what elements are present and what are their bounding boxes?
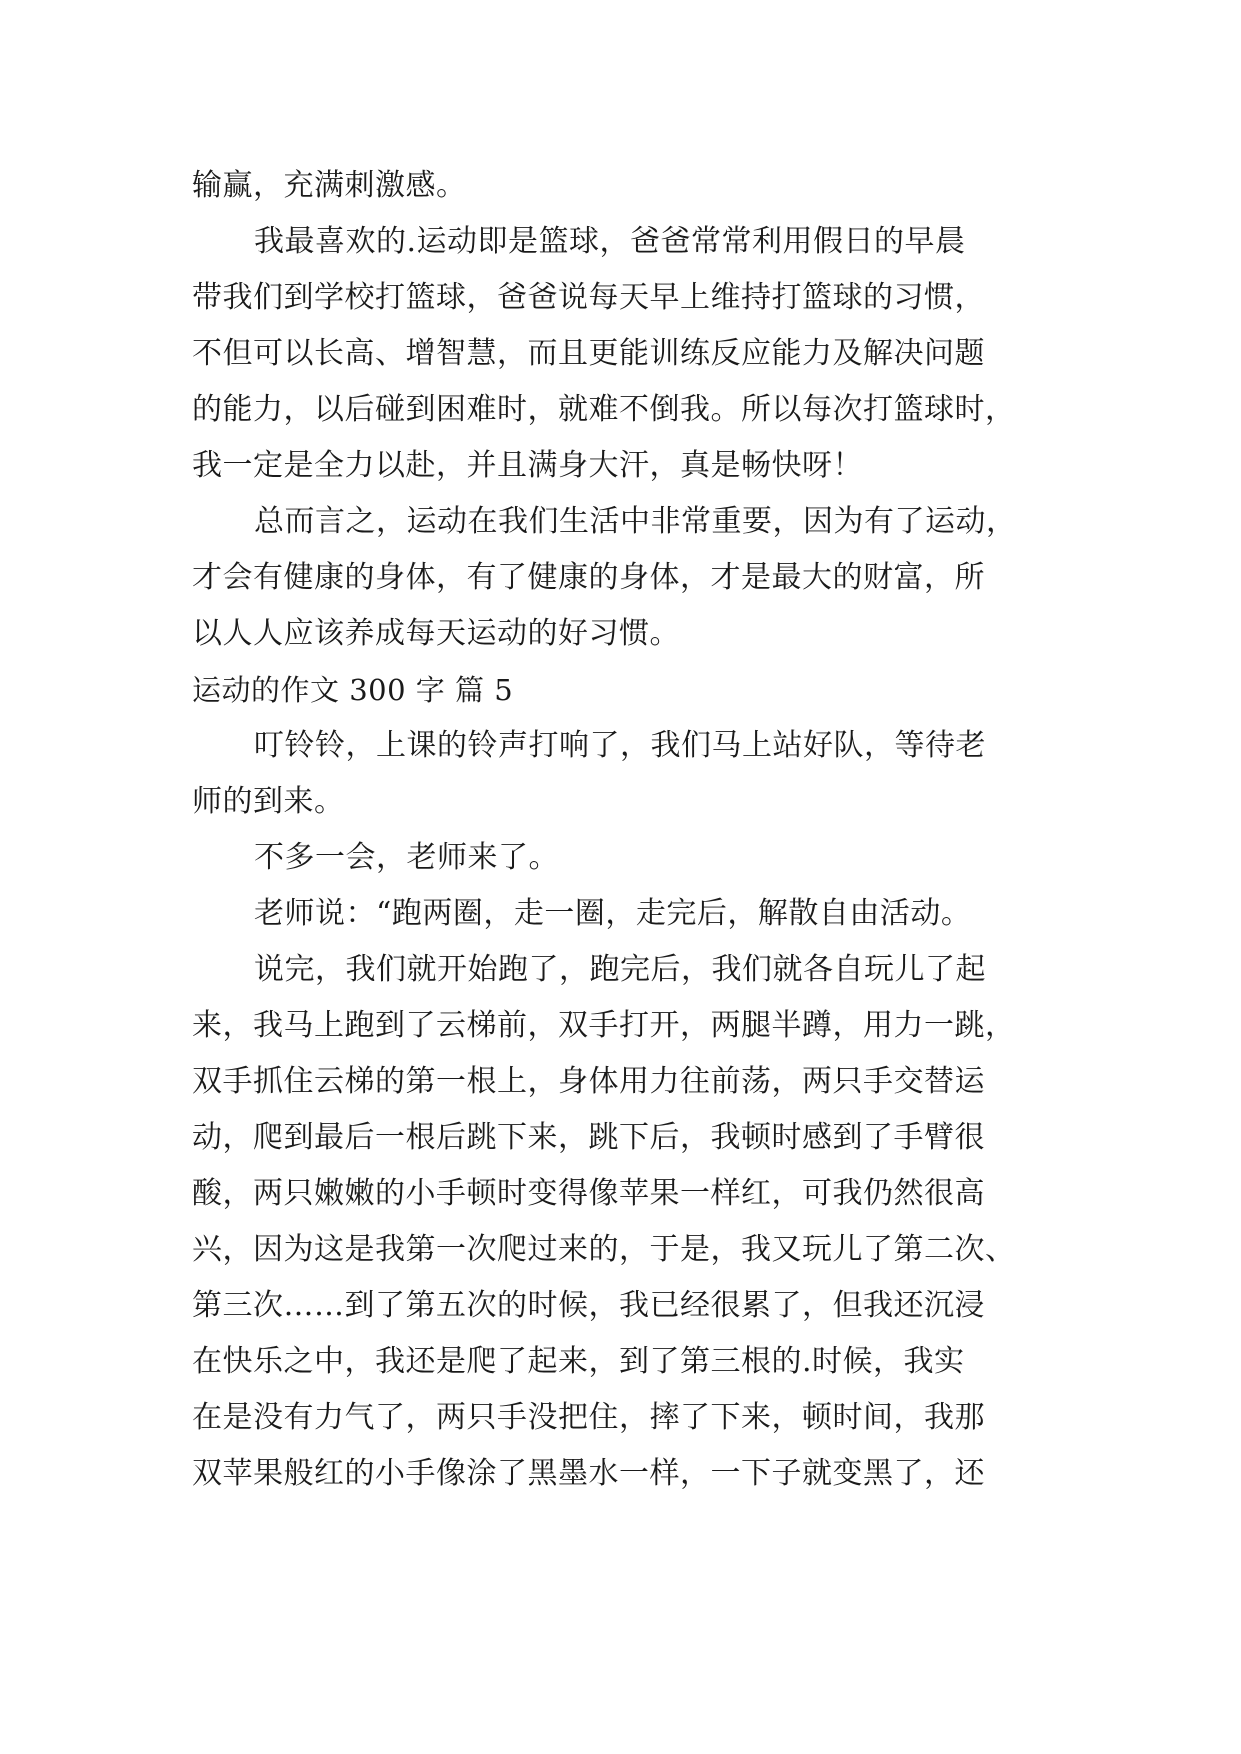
text-line: 在快乐之中，我还是爬了起来，到了第三根的.时候，我实 — [192, 1344, 965, 1379]
text-line: 双手抓住云梯的第一根上，身体用力往前荡，两只手交替运 — [192, 1064, 985, 1099]
paragraph-start-line: 总而言之，运动在我们生活中非常重要，因为有了运动， — [254, 504, 1017, 539]
text-line: 的能力，以后碰到困难时，就难不倒我。所以每次打篮球时， — [192, 392, 1016, 427]
text-line: 我一定是全力以赴，并且满身大汗，真是畅快呀！ — [192, 448, 863, 483]
text-line: 以人人应该养成每天运动的好习惯。 — [192, 616, 680, 651]
text-line: 兴，因为这是我第一次爬过来的，于是，我又玩儿了第二次、 — [192, 1232, 1016, 1267]
text-line: 才会有健康的身体，有了健康的身体，才是最大的财富，所 — [192, 560, 985, 595]
text-line: 师的到来。 — [192, 784, 345, 819]
text-line: 在是没有力气了，两只手没把住，摔了下来，顿时间，我那 — [192, 1400, 985, 1435]
paragraph-start-line: 叮铃铃，上课的铃声打响了，我们马上站好队，等待老 — [254, 728, 986, 763]
paragraph-start-line: 老师说：“跑两圈，走一圈，走完后，解散自由活动。 — [254, 896, 972, 931]
text-line: 带我们到学校打篮球，爸爸说每天早上维持打篮球的习惯， — [192, 280, 985, 315]
text-line: 双苹果般红的小手像涂了黑墨水一样，一下子就变黑了，还 — [192, 1456, 985, 1491]
text-line: 动，爬到最后一根后跳下来，跳下后，我顿时感到了手臂很 — [192, 1120, 985, 1155]
text-line: 第三次……到了第五次的时候，我已经很累了，但我还沉浸 — [192, 1288, 985, 1323]
paragraph-start-line: 说完，我们就开始跑了，跑完后，我们就各自玩儿了起 — [254, 952, 986, 987]
text-line: 输赢，充满刺激感。 — [192, 168, 467, 203]
text-line: 不但可以长高、增智慧，而且更能训练反应能力及解决问题 — [192, 336, 985, 371]
paragraph-start-line: 我最喜欢的.运动即是篮球，爸爸常常利用假日的早晨 — [254, 224, 966, 259]
section-heading: 运动的作文 300 字 篇 5 — [192, 673, 514, 707]
text-line: 来，我马上跑到了云梯前，双手打开，两腿半蹲，用力一跳， — [192, 1008, 1016, 1043]
text-line: 酸，两只嫩嫩的小手顿时变得像苹果一样红，可我仍然很高 — [192, 1176, 985, 1211]
paragraph-start-line: 不多一会，老师来了。 — [254, 840, 559, 875]
